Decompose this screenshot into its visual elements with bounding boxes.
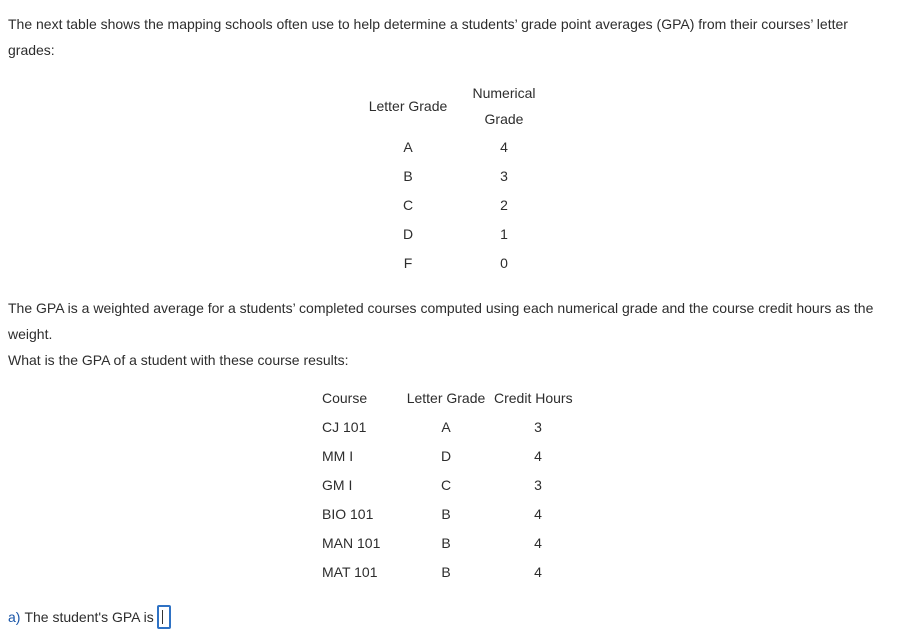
credit-cell: 3 <box>534 418 542 435</box>
credit-cell: 4 <box>534 534 542 551</box>
table-row <box>314 470 582 499</box>
table-row <box>360 132 546 161</box>
letter-cell: C <box>440 476 452 493</box>
numerical-cell: 0 <box>500 254 508 271</box>
table-row <box>360 161 546 190</box>
numerical-cell: 2 <box>500 196 508 213</box>
letter-cell: D <box>402 225 414 242</box>
intro-paragraph: The next table shows the mapping schools often use to help determine a students’ grade point averages (GPA) from their courses’ letter grades: <box>8 16 848 58</box>
header-numerical-grade: Numerical Grade <box>472 85 536 127</box>
credit-cell: 4 <box>534 563 542 580</box>
letter-cell: D <box>440 447 452 464</box>
course-cell: MAN 101 <box>322 534 381 551</box>
table-row <box>360 248 546 277</box>
letter-cell: F <box>403 254 413 271</box>
gpa-description: The GPA is a weighted average for a students’ completed courses computed using each numerical grade and the course credit hours as the weight. <box>8 300 874 342</box>
numerical-cell: 4 <box>500 138 508 155</box>
header-letter-grade: Letter Grade <box>368 98 448 114</box>
table-row <box>314 499 582 528</box>
table-row <box>314 557 582 586</box>
letter-cell: B <box>441 505 451 522</box>
numerical-cell: 3 <box>500 167 508 184</box>
header-letter-grade: Letter Grade <box>406 390 486 406</box>
course-cell: CJ 101 <box>322 418 367 435</box>
table-row <box>314 441 582 470</box>
header-course: Course <box>322 390 368 406</box>
letter-cell: B <box>441 534 451 551</box>
table-header-row <box>360 80 546 132</box>
table-row <box>314 528 582 557</box>
letter-cell: C <box>402 196 414 213</box>
header-credit-hours: Credit Hours <box>494 390 573 406</box>
grade-mapping-table <box>360 80 546 277</box>
course-results-table <box>314 384 582 586</box>
table-row <box>360 190 546 219</box>
part-label: a) <box>8 609 21 625</box>
credit-cell: 3 <box>534 476 542 493</box>
table-header-row <box>314 384 582 412</box>
credit-cell: 4 <box>534 505 542 522</box>
credit-cell: 4 <box>534 447 542 464</box>
letter-cell: B <box>441 563 451 580</box>
table-row <box>314 412 582 441</box>
course-cell: GM I <box>322 476 353 493</box>
course-cell: MAT 101 <box>322 563 378 580</box>
course-cell: BIO 101 <box>322 505 374 522</box>
question-text: What is the GPA of a student with these course results: <box>8 352 349 368</box>
letter-cell: A <box>441 418 451 435</box>
answer-row <box>8 603 171 631</box>
course-cell: MM I <box>322 447 354 464</box>
text-cursor <box>162 610 163 624</box>
gpa-answer-input[interactable] <box>157 605 171 629</box>
numerical-cell: 1 <box>500 225 508 242</box>
table-row <box>360 219 546 248</box>
letter-cell: A <box>403 138 413 155</box>
answer-prompt: The student's GPA is <box>24 609 154 625</box>
letter-cell: B <box>403 167 413 184</box>
